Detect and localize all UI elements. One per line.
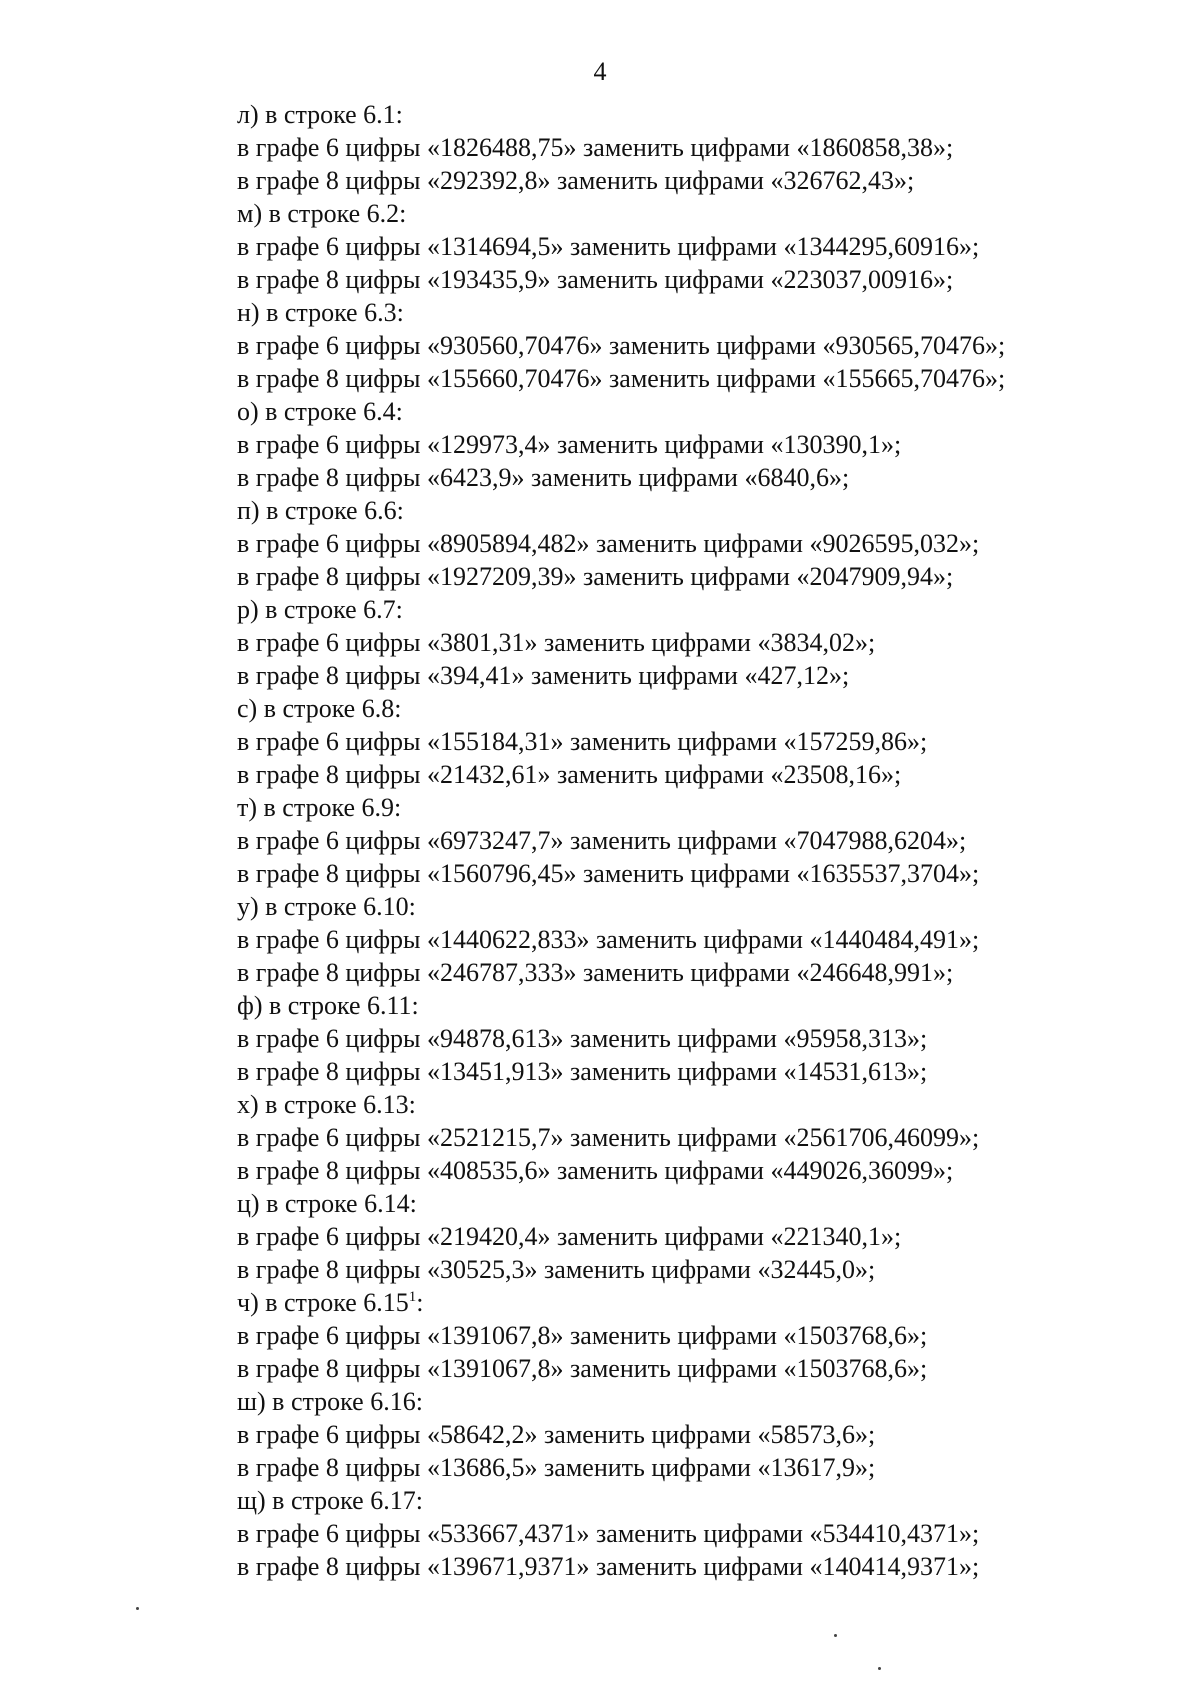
line-text: ч) в строке 6.15 [237, 1288, 409, 1317]
document-line [237, 626, 1137, 659]
document-line [237, 1286, 1137, 1319]
document-line [237, 1484, 1137, 1517]
line-text: в графе 8 цифры «1560796,45» заменить цифрами «1635537,3704»; [237, 859, 980, 888]
document-line [237, 725, 1137, 758]
line-text: в графе 8 цифры «13686,5» заменить цифрами «13617,9»; [237, 1453, 876, 1482]
line-text: в графе 8 цифры «1391067,8» заменить цифрами «1503768,6»; [237, 1354, 928, 1383]
page-number: 4 [593, 57, 607, 86]
line-text: в графе 6 цифры «129973,4» заменить цифрами «130390,1»; [237, 430, 902, 459]
document-line [237, 263, 1137, 296]
line-text: в графе 8 цифры «193435,9» заменить цифрами «223037,00916»; [237, 265, 954, 294]
line-text: в графе 6 цифры «219420,4» заменить цифрами «221340,1»; [237, 1222, 902, 1251]
document-line [237, 1550, 1137, 1583]
document-line [237, 98, 1137, 131]
line-text: в графе 6 цифры «94878,613» заменить цифрами «95958,313»; [237, 1024, 928, 1053]
line-text: л) в строке 6.1: [237, 100, 403, 129]
line-text: м) в строке 6.2: [237, 199, 407, 228]
line-text: в графе 8 цифры «30525,3» заменить цифрами «32445,0»; [237, 1255, 876, 1284]
document-line [237, 329, 1137, 362]
document-line [237, 1121, 1137, 1154]
document-line [237, 1088, 1137, 1121]
document-line [237, 692, 1137, 725]
document-line [237, 857, 1137, 890]
line-text: в графе 6 цифры «1440622,833» заменить цифрами «1440484,491»; [237, 925, 980, 954]
document-line [237, 1055, 1137, 1088]
line-text: в графе 6 цифры «8905894,482» заменить цифрами «9026595,032»; [237, 529, 980, 558]
document-line [237, 1451, 1137, 1484]
document-line [237, 890, 1137, 923]
line-text: в графе 6 цифры «1314694,5» заменить цифрами «1344295,60916»; [237, 232, 980, 261]
document-line [237, 1418, 1137, 1451]
line-text: в графе 8 цифры «21432,61» заменить цифрами «23508,16»; [237, 760, 902, 789]
line-text: у) в строке 6.10: [237, 892, 416, 921]
document-line [237, 131, 1137, 164]
document-line [237, 461, 1137, 494]
scan-speck [834, 1634, 837, 1637]
document-line [237, 1253, 1137, 1286]
line-text: с) в строке 6.8: [237, 694, 402, 723]
line-text: ш) в строке 6.16: [237, 1387, 423, 1416]
line-text: в графе 6 цифры «6973247,7» заменить цифрами «7047988,6204»; [237, 826, 967, 855]
document-line [237, 923, 1137, 956]
line-text: в графе 8 цифры «13451,913» заменить цифрами «14531,613»; [237, 1057, 928, 1086]
document-line [237, 362, 1137, 395]
scan-speck [136, 1607, 139, 1610]
document-line [237, 560, 1137, 593]
line-text: ф) в строке 6.11: [237, 991, 419, 1020]
line-text: в графе 6 цифры «58642,2» заменить цифрами «58573,6»; [237, 1420, 876, 1449]
line-text: в графе 6 цифры «155184,31» заменить цифрами «157259,86»; [237, 727, 928, 756]
line-text: в графе 8 цифры «408535,6» заменить цифрами «449026,36099»; [237, 1156, 954, 1185]
document-line [237, 230, 1137, 263]
document-line [237, 395, 1137, 428]
document-line [237, 1385, 1137, 1418]
document-line [237, 1154, 1137, 1187]
line-text: в графе 8 цифры «155660,70476» заменить цифрами «155665,70476»; [237, 364, 1006, 393]
document-line [237, 1022, 1137, 1055]
line-text: в графе 6 цифры «3801,31» заменить цифрами «3834,02»; [237, 628, 876, 657]
document-line [237, 527, 1137, 560]
line-text: в графе 6 цифры «533667,4371» заменить цифрами «534410,4371»; [237, 1519, 980, 1548]
line-text: в графе 8 цифры «292392,8» заменить цифрами «326762,43»; [237, 166, 915, 195]
line-text: в графе 8 цифры «1927209,39» заменить цифрами «2047909,94»; [237, 562, 954, 591]
line-text: ц) в строке 6.14: [237, 1189, 417, 1218]
document-line [237, 989, 1137, 1022]
line-text: о) в строке 6.4: [237, 397, 403, 426]
line-text: в графе 8 цифры «394,41» заменить цифрами «427,12»; [237, 661, 850, 690]
document-line [237, 659, 1137, 692]
document-line [237, 593, 1137, 626]
document-line [237, 791, 1137, 824]
line-text: н) в строке 6.3: [237, 298, 404, 327]
line-text: в графе 6 цифры «1826488,75» заменить цифрами «1860858,38»; [237, 133, 954, 162]
line-text: щ) в строке 6.17: [237, 1486, 423, 1515]
document-line [237, 296, 1137, 329]
line-text: п) в строке 6.6: [237, 496, 404, 525]
document-line [237, 494, 1137, 527]
document-line [237, 956, 1137, 989]
line-text: в графе 8 цифры «246787,333» заменить цифрами «246648,991»; [237, 958, 954, 987]
document-line [237, 1220, 1137, 1253]
document-line [237, 1187, 1137, 1220]
document-line [237, 1517, 1137, 1550]
line-text: в графе 6 цифры «2521215,7» заменить цифрами «2561706,46099»; [237, 1123, 980, 1152]
document-line [237, 1319, 1137, 1352]
line-text: т) в строке 6.9: [237, 793, 402, 822]
document-line [237, 824, 1137, 857]
line-text: в графе 6 цифры «1391067,8» заменить цифрами «1503768,6»; [237, 1321, 928, 1350]
document-line [237, 758, 1137, 791]
document-line [237, 1352, 1137, 1385]
line-text: в графе 6 цифры «930560,70476» заменить цифрами «930565,70476»; [237, 331, 1006, 360]
line-text: р) в строке 6.7: [237, 595, 403, 624]
line-text: в графе 8 цифры «139671,9371» заменить цифрами «140414,9371»; [237, 1552, 980, 1581]
scan-speck [878, 1667, 881, 1670]
document-line [237, 197, 1137, 230]
line-suffix: : [416, 1288, 424, 1317]
document-line [237, 164, 1137, 197]
line-text: в графе 8 цифры «6423,9» заменить цифрами «6840,6»; [237, 463, 850, 492]
line-text: х) в строке 6.13: [237, 1090, 416, 1119]
document-line [237, 428, 1137, 461]
document-body [237, 98, 1137, 1583]
footnote-superscript: 1 [408, 1289, 417, 1305]
